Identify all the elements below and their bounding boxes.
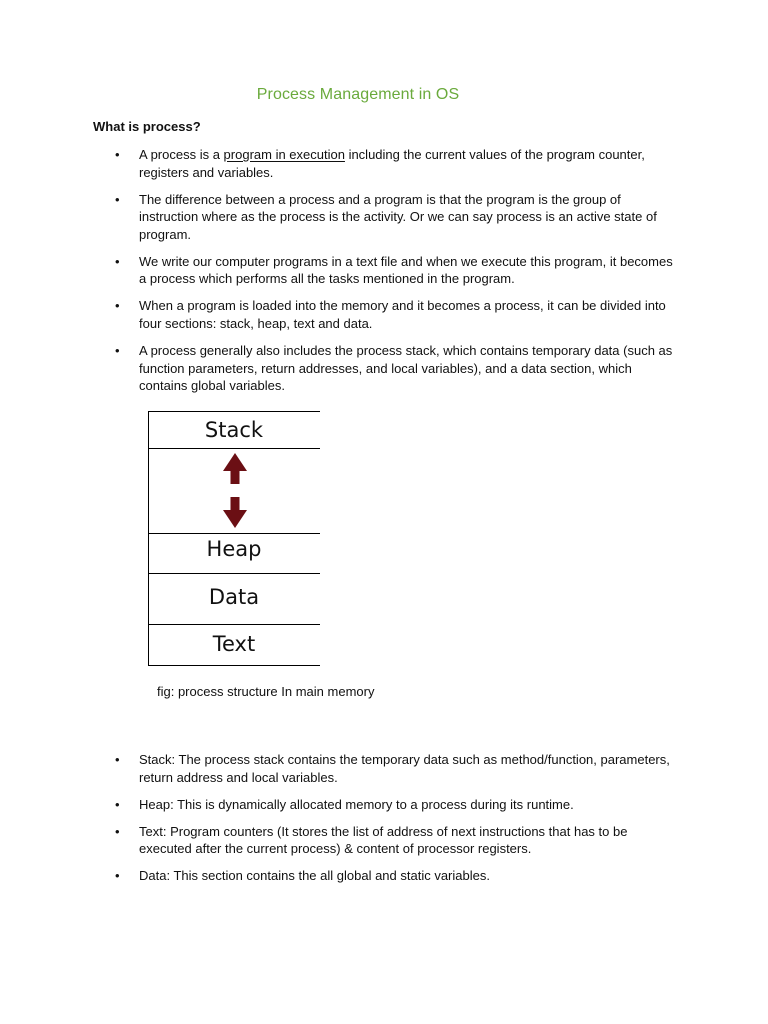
list-item: • Text: Program counters (It stores the list of address of next instructions that has to be executed after the current process) & content of processor registers. — [139, 823, 679, 858]
diagram-divider — [148, 624, 320, 625]
list-item: • A process generally also includes the process stack, which contains temporary data (such as function parameters, return addresses, and local variables), and a data section, which contains global variables. — [139, 342, 679, 395]
intro-bullet-list — [139, 146, 679, 404]
diagram-divider — [148, 665, 320, 666]
data-segment-label: Data — [208, 585, 260, 609]
list-item: • The difference between a process and a program is that the program is the group of instruction where as the process is the activity. Or we can say process is an active state of program. — [139, 191, 679, 244]
list-item: • Heap: This is dynamically allocated memory to a process during its runtime. — [139, 796, 679, 814]
bullet-text: including the current values of the program counter, registers and variables. — [139, 147, 645, 180]
text-segment-label: Text — [212, 632, 256, 656]
detail-bullet-list — [139, 751, 679, 894]
grow-arrows-icon — [220, 451, 250, 531]
page-title: Process Management in OS — [256, 86, 460, 103]
process-memory-diagram — [148, 411, 320, 666]
list-item — [139, 146, 679, 181]
bullet-text: A process is a — [139, 147, 224, 162]
arrow-up-icon — [223, 453, 247, 484]
diagram-divider — [148, 573, 320, 574]
list-item: • When a program is loaded into the memory and it becomes a process, it can be divided into four sections: stack, heap, text and data. — [139, 297, 679, 332]
diagram-divider — [148, 448, 320, 449]
underlined-term: program in execution — [223, 147, 345, 162]
list-item: • Stack: The process stack contains the temporary data such as method/function, parameters, return address and local variables. — [139, 751, 679, 786]
list-item: • We write our computer programs in a text file and when we execute this program, it becomes a process which performs all the tasks mentioned in the program. — [139, 253, 679, 288]
figure-caption: fig: process structure In main memory — [157, 684, 375, 699]
diagram-divider — [148, 533, 320, 534]
section-heading: What is process? — [93, 119, 201, 134]
arrow-down-icon — [223, 497, 247, 528]
diagram-divider — [148, 411, 320, 412]
heap-segment-label: Heap — [206, 537, 262, 561]
stack-segment-label: Stack — [204, 418, 264, 442]
list-item: • Data: This section contains the all global and static variables. — [139, 867, 679, 885]
